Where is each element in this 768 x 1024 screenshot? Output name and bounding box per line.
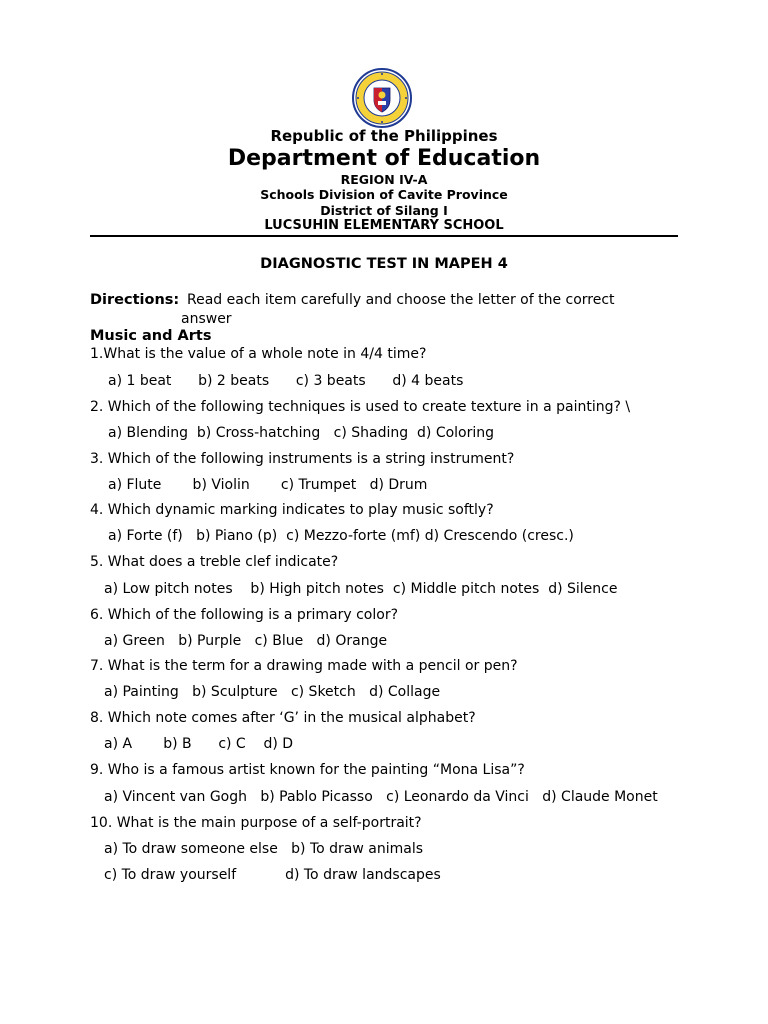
question-8: 8. Which note comes after ‘G’ in the musical alphabet? — [90, 710, 476, 726]
division-heading: Schools Division of Cavite Province — [260, 187, 508, 202]
question-2: 2. Which of the following techniques is used to create texture in a painting? \ — [90, 399, 631, 415]
question-7: 7. What is the term for a drawing made with a pencil or pen? — [90, 658, 518, 674]
question-3-options: a) Flute b) Violin c) Trumpet d) Drum — [108, 477, 428, 493]
school-heading: LUCSUHIN ELEMENTARY SCHOOL — [264, 218, 504, 233]
question-3: 3. Which of the following instruments is a string instrument? — [90, 451, 515, 467]
question-6: 6. Which of the following is a primary color? — [90, 607, 398, 623]
question-4: 4. Which dynamic marking indicates to play music softly? — [90, 502, 494, 518]
directions-label: Directions: — [90, 292, 180, 308]
district-heading: District of Silang I — [320, 203, 448, 218]
question-9-options: a) Vincent van Gogh b) Pablo Picasso c) Leonardo da Vinci d) Claude Monet — [104, 789, 658, 805]
question-10-options-row-1: a) To draw someone else b) To draw animals — [104, 841, 424, 857]
test-title: DIAGNOSTIC TEST IN MAPEH 4 — [260, 256, 508, 272]
question-1: 1.What is the value of a whole note in 4/4 time? — [90, 346, 427, 362]
question-5: 5. What does a treble clef indicate? — [90, 554, 339, 570]
question-1-options: a) 1 beat b) 2 beats c) 3 beats d) 4 beats — [108, 373, 464, 389]
directions-text-line-2: answer — [181, 311, 232, 327]
question-10: 10. What is the main purpose of a self-portrait? — [90, 815, 422, 831]
question-6-options: a) Green b) Purple c) Blue d) Orange — [104, 633, 388, 649]
question-8-options: a) A b) B c) C d) D — [104, 736, 294, 752]
region-heading: REGION IV-A — [340, 172, 428, 187]
question-4-options: a) Forte (f) b) Piano (p) c) Mezzo-forte (mf) d) Crescendo (cresc.) — [108, 528, 574, 544]
header-divider — [90, 235, 678, 237]
republic-heading: Republic of the Philippines — [270, 127, 498, 145]
question-10-options-row-2: c) To draw yourself d) To draw landscapes — [104, 867, 441, 883]
question-7-options: a) Painting b) Sculpture c) Sketch d) Collage — [104, 684, 441, 700]
question-5-options: a) Low pitch notes b) High pitch notes c) Middle pitch notes d) Silence — [104, 581, 618, 597]
question-2-options: a) Blending b) Cross-hatching c) Shading d) Coloring — [108, 425, 495, 441]
directions-text-line-1: Read each item carefully and choose the letter of the correct — [187, 292, 615, 308]
question-9: 9. Who is a famous artist known for the painting “Mona Lisa”? — [90, 762, 525, 778]
section-title: Music and Arts — [90, 328, 212, 344]
deped-seal-logo — [352, 68, 412, 128]
department-heading: Department of Education — [227, 146, 541, 171]
